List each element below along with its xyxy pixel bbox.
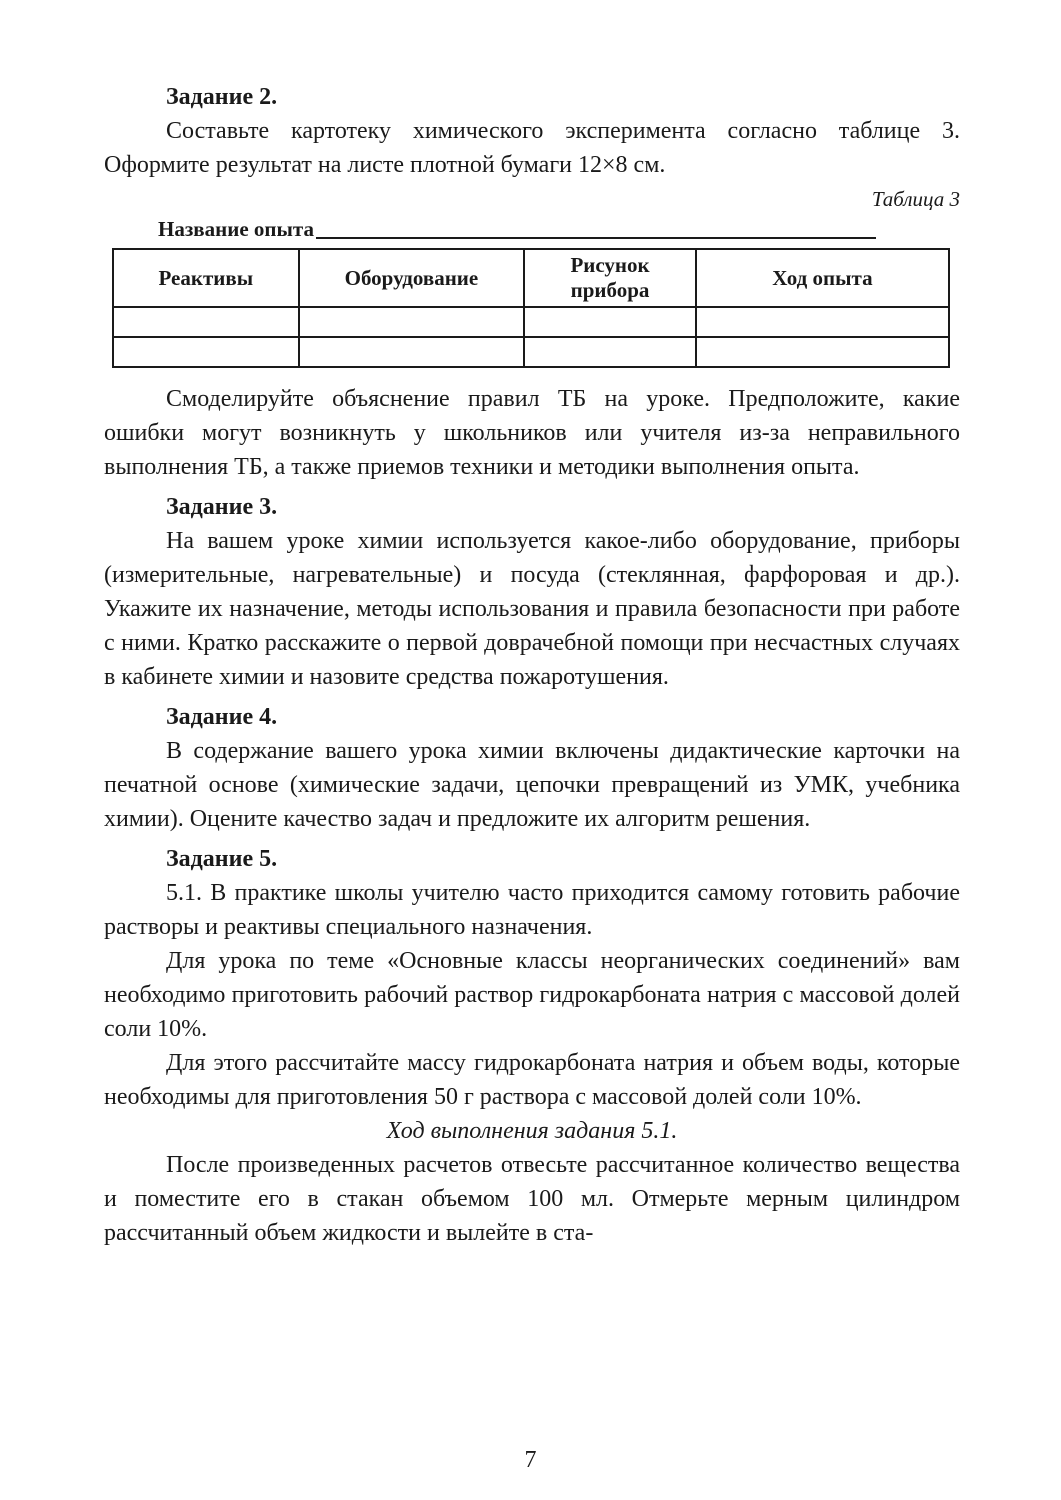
task5-paragraph-3: Для этого рассчитайте массу гидрокарбоната натрия и объем воды, которые необходимы для приготовления 50 г раствора с массовой долей соли 10%.	[104, 1050, 960, 1110]
task3-text: На вашем уроке химии используется какое-либо оборудование, приборы (измерительные, нагревательные) и посуда (стеклянная, фарфоровая и др.). Укажите их назначение, методы использования и правила безопасности при работе с ними. Кратко расскажите о первой доврачебной помощи при несчастных случаях в кабинете химии и назовите средства пожаротушения.	[104, 528, 960, 690]
column-header: Ход опыта	[696, 249, 949, 307]
experiment-name-row	[158, 214, 960, 242]
task4-text: В содержание вашего урока химии включены дидактические карточки на печатной основе (химические задачи, цепочки превращений из УМК, учебника химии). Оцените качество задач и предложите их алгоритм решения.	[104, 738, 960, 832]
table-row	[113, 307, 949, 337]
task2-text: Составьте картотеку химического эксперимента согласно таблице 3. Оформите результат на листе плотной бумаги 12×8 см.	[104, 118, 960, 178]
task2-after-table-text: Смоделируйте объяснение правил ТБ на уроке. Предположите, какие ошибки могут возникнуть у школьников или учителя из-за неправильного выполнения ТБ, а также приемов техники и методики выполнения опыта.	[104, 386, 960, 480]
task5-paragraph-1: 5.1. В практике школы учителю часто приходится самому готовить рабочие растворы и реактивы специального назначения.	[104, 880, 960, 940]
table-cell	[113, 337, 299, 367]
table-cell	[299, 307, 525, 337]
experiment-card-table	[112, 248, 950, 368]
table-cell	[696, 307, 949, 337]
task5-heading: Задание 5.	[166, 846, 278, 872]
task2-heading: Задание 2.	[166, 84, 278, 110]
column-header: Реактивы	[113, 249, 299, 307]
task3-heading: Задание 3.	[166, 494, 278, 520]
table-cell	[524, 307, 696, 337]
table-cell	[299, 337, 525, 367]
task5-paragraph-2: Для урока по теме «Основные классы неорганических соединений» вам необходимо приготовить рабочий раствор гидрокарбоната натрия с массовой долей соли 10%.	[104, 948, 960, 1042]
task5-paragraph-4: После произведенных расчетов отвесьте рассчитанное количество вещества и поместите его в стакан объемом 100 мл. Отмерьте мерным цилиндром рассчитанный объем жидкости и вылейте в ста-	[104, 1152, 960, 1246]
column-header: Оборудование	[299, 249, 525, 307]
table-cell	[696, 337, 949, 367]
page-number: 7	[524, 1447, 537, 1473]
table-cell	[524, 337, 696, 367]
column-header: Рисунок прибора	[524, 249, 696, 307]
task4-heading: Задание 4.	[166, 704, 278, 730]
experiment-name-blank-line	[316, 217, 876, 239]
page-content	[104, 80, 960, 1250]
table-header-row	[113, 249, 949, 307]
table-cell	[113, 307, 299, 337]
table-caption: Таблица 3	[871, 187, 960, 211]
table-row	[113, 337, 949, 367]
task5-subheading: Ход выполнения задания 5.1.	[386, 1118, 678, 1144]
experiment-name-label: Название опыта	[158, 217, 314, 241]
